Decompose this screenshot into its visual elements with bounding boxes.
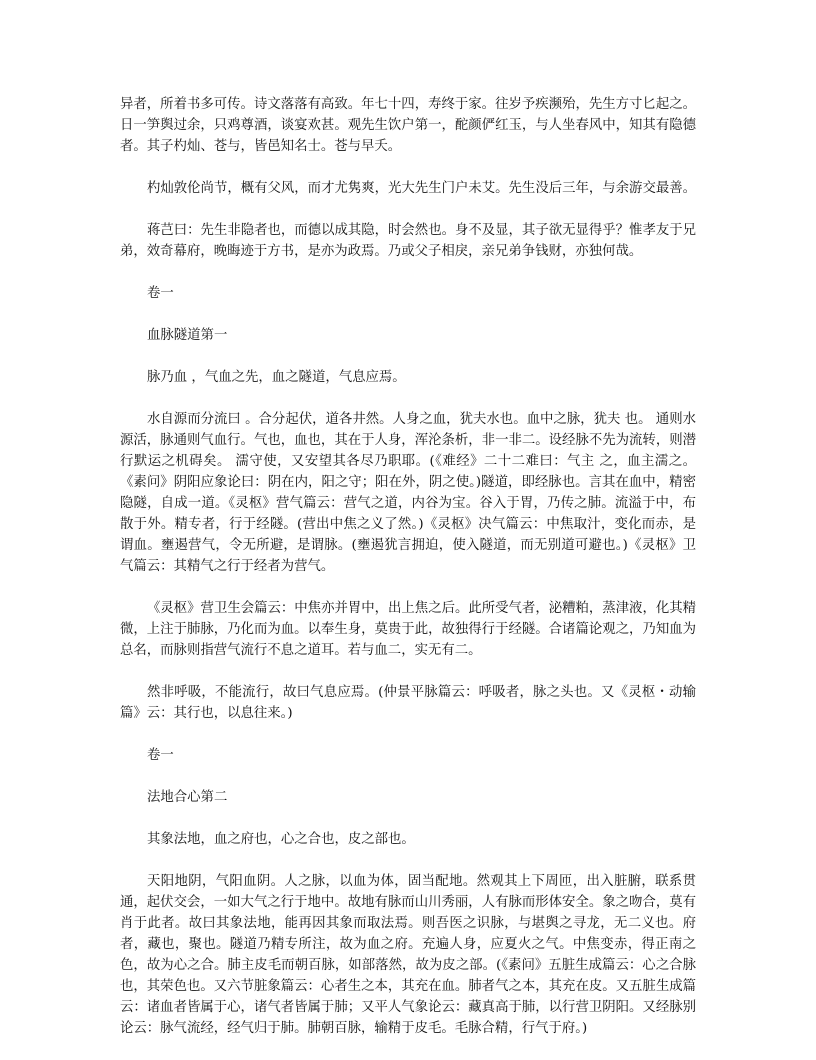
paragraph-6: 《灵枢》营卫生会篇云：中焦亦并胃中，出上焦之后。此所受气者，泌糟粕，蒸津液，化其精微，上注于肺脉，乃化而为血。以奉生身，莫贵于此，故独得行于经隧。合诸篇论观之，乃知血为总名，而脉则指营气流行不息之道耳。若与血二，实无有二。 <box>120 601 697 658</box>
chapter-title-2: 法地合心第二 <box>147 790 228 805</box>
paragraph-2: 杓灿敦伦尚节，概有父风，而才尤隽爽，光大先生门户未艾。先生没后三年，与余游交最善。 <box>147 181 697 196</box>
paragraph-5: 水自源而分流曰 。合分起伏，道各井然。人身之血，犹夫水也。血中之脉，犹夫 也。 通则水源活，脉通则气血行。气也，血也，其在于人身，浑沦条析，非一非二。设经脉不先为流转，则潜行默运之机碍矣。 濡守使，又安望其各尽乃职耶。(《难经》二十二难曰：气主 之，血主濡之。《素问》阴阳应象论曰：阴在内，阳之守；阳在外，阴之使。)隧道，即经脉也。言其在血中，精密隐隧，自成一道。《灵枢》营气篇云：营气之道，内谷为宝。谷入于胃，乃传之肺。流溢于中，布散于外。精专者，行于经隧。(营出中焦之义了然。)《灵枢》决气篇云：中焦取汁，变化而赤，是谓血。壅遏营气，令无所避，是谓脉。(壅遏犹言拥迫，使入隧道，而无别道可避也。)《灵枢》卫气篇云：其精气之行于经者为营气。 <box>120 412 696 574</box>
chapter-title-1: 血脉隧道第一 <box>147 328 228 343</box>
paragraph-3: 蒋芑曰：先生非隐者也，而德以成其隐，时会然也。身不及显，其子欲无显得乎？惟孝友于兄弟，效奇幕府，晚晦迹于方书，是亦为政焉。乃或父子相戾，亲兄弟争钱财，亦独何哉。 <box>120 223 697 259</box>
paragraph-8: 其象法地，血之府也，心之合也，皮之部也。 <box>147 832 415 847</box>
paragraph-1: 异者，所着书多可传。诗文落落有高致。年七十四，寿终于家。往岁予疾濒殆，先生方寸匕起之。日一笋舆过余，只鸡尊酒，谈宴欢甚。观先生饮户第一，酡颜俨红玉，与人坐春风中，知其有隐德者。其子杓灿、苍与，皆邑知名士。苍与早夭。 <box>120 97 696 154</box>
paragraph-7: 然非呼吸，不能流行，故曰气息应焉。(仲景平脉篇云：呼吸者，脉之头也。又《灵枢・动输篇》云：其行也，以息往来。) <box>120 685 696 721</box>
document-page <box>120 94 696 1060</box>
volume-heading-2: 卷一 <box>147 748 174 763</box>
paragraph-4: 脉乃血 ，气血之先，血之隧道，气息应焉。 <box>147 370 406 385</box>
paragraph-9: 天阳地阴，气阳血阴。人之脉，以血为体，固当配地。然观其上下周匝，出入脏腑，联系贯通，起伏交会，一如大气之行于地中。故地有脉而山川秀丽，人有脉而形体安全。象之吻合，莫有肖于此者。故曰其象法地，能再因其象而取法焉。则吾医之识脉，与堪舆之寻龙，无二义也。府者，藏也，聚也。隧道乃精专所注，故为血之府。充遍人身，应夏火之气。中焦变赤，得正南之色，故为心之合。肺主皮毛而朝百脉，如部落然，故为皮之部。(《素问》五脏生成篇云：心之合脉也，其荣色也。又六节脏象篇云：心者生之本，其充在血。肺者气之本，其充在皮。又五脏生成篇云：诸血者皆属于心，诸气者皆属于肺；又平人气象论云：藏真高于肺，以行营卫阴阳。又经脉别论云：脉气流经，经气归于肺。肺朝百脉，输精于皮毛。毛脉合精，行气于府。) <box>120 874 696 1036</box>
volume-heading-1: 卷一 <box>147 286 174 301</box>
